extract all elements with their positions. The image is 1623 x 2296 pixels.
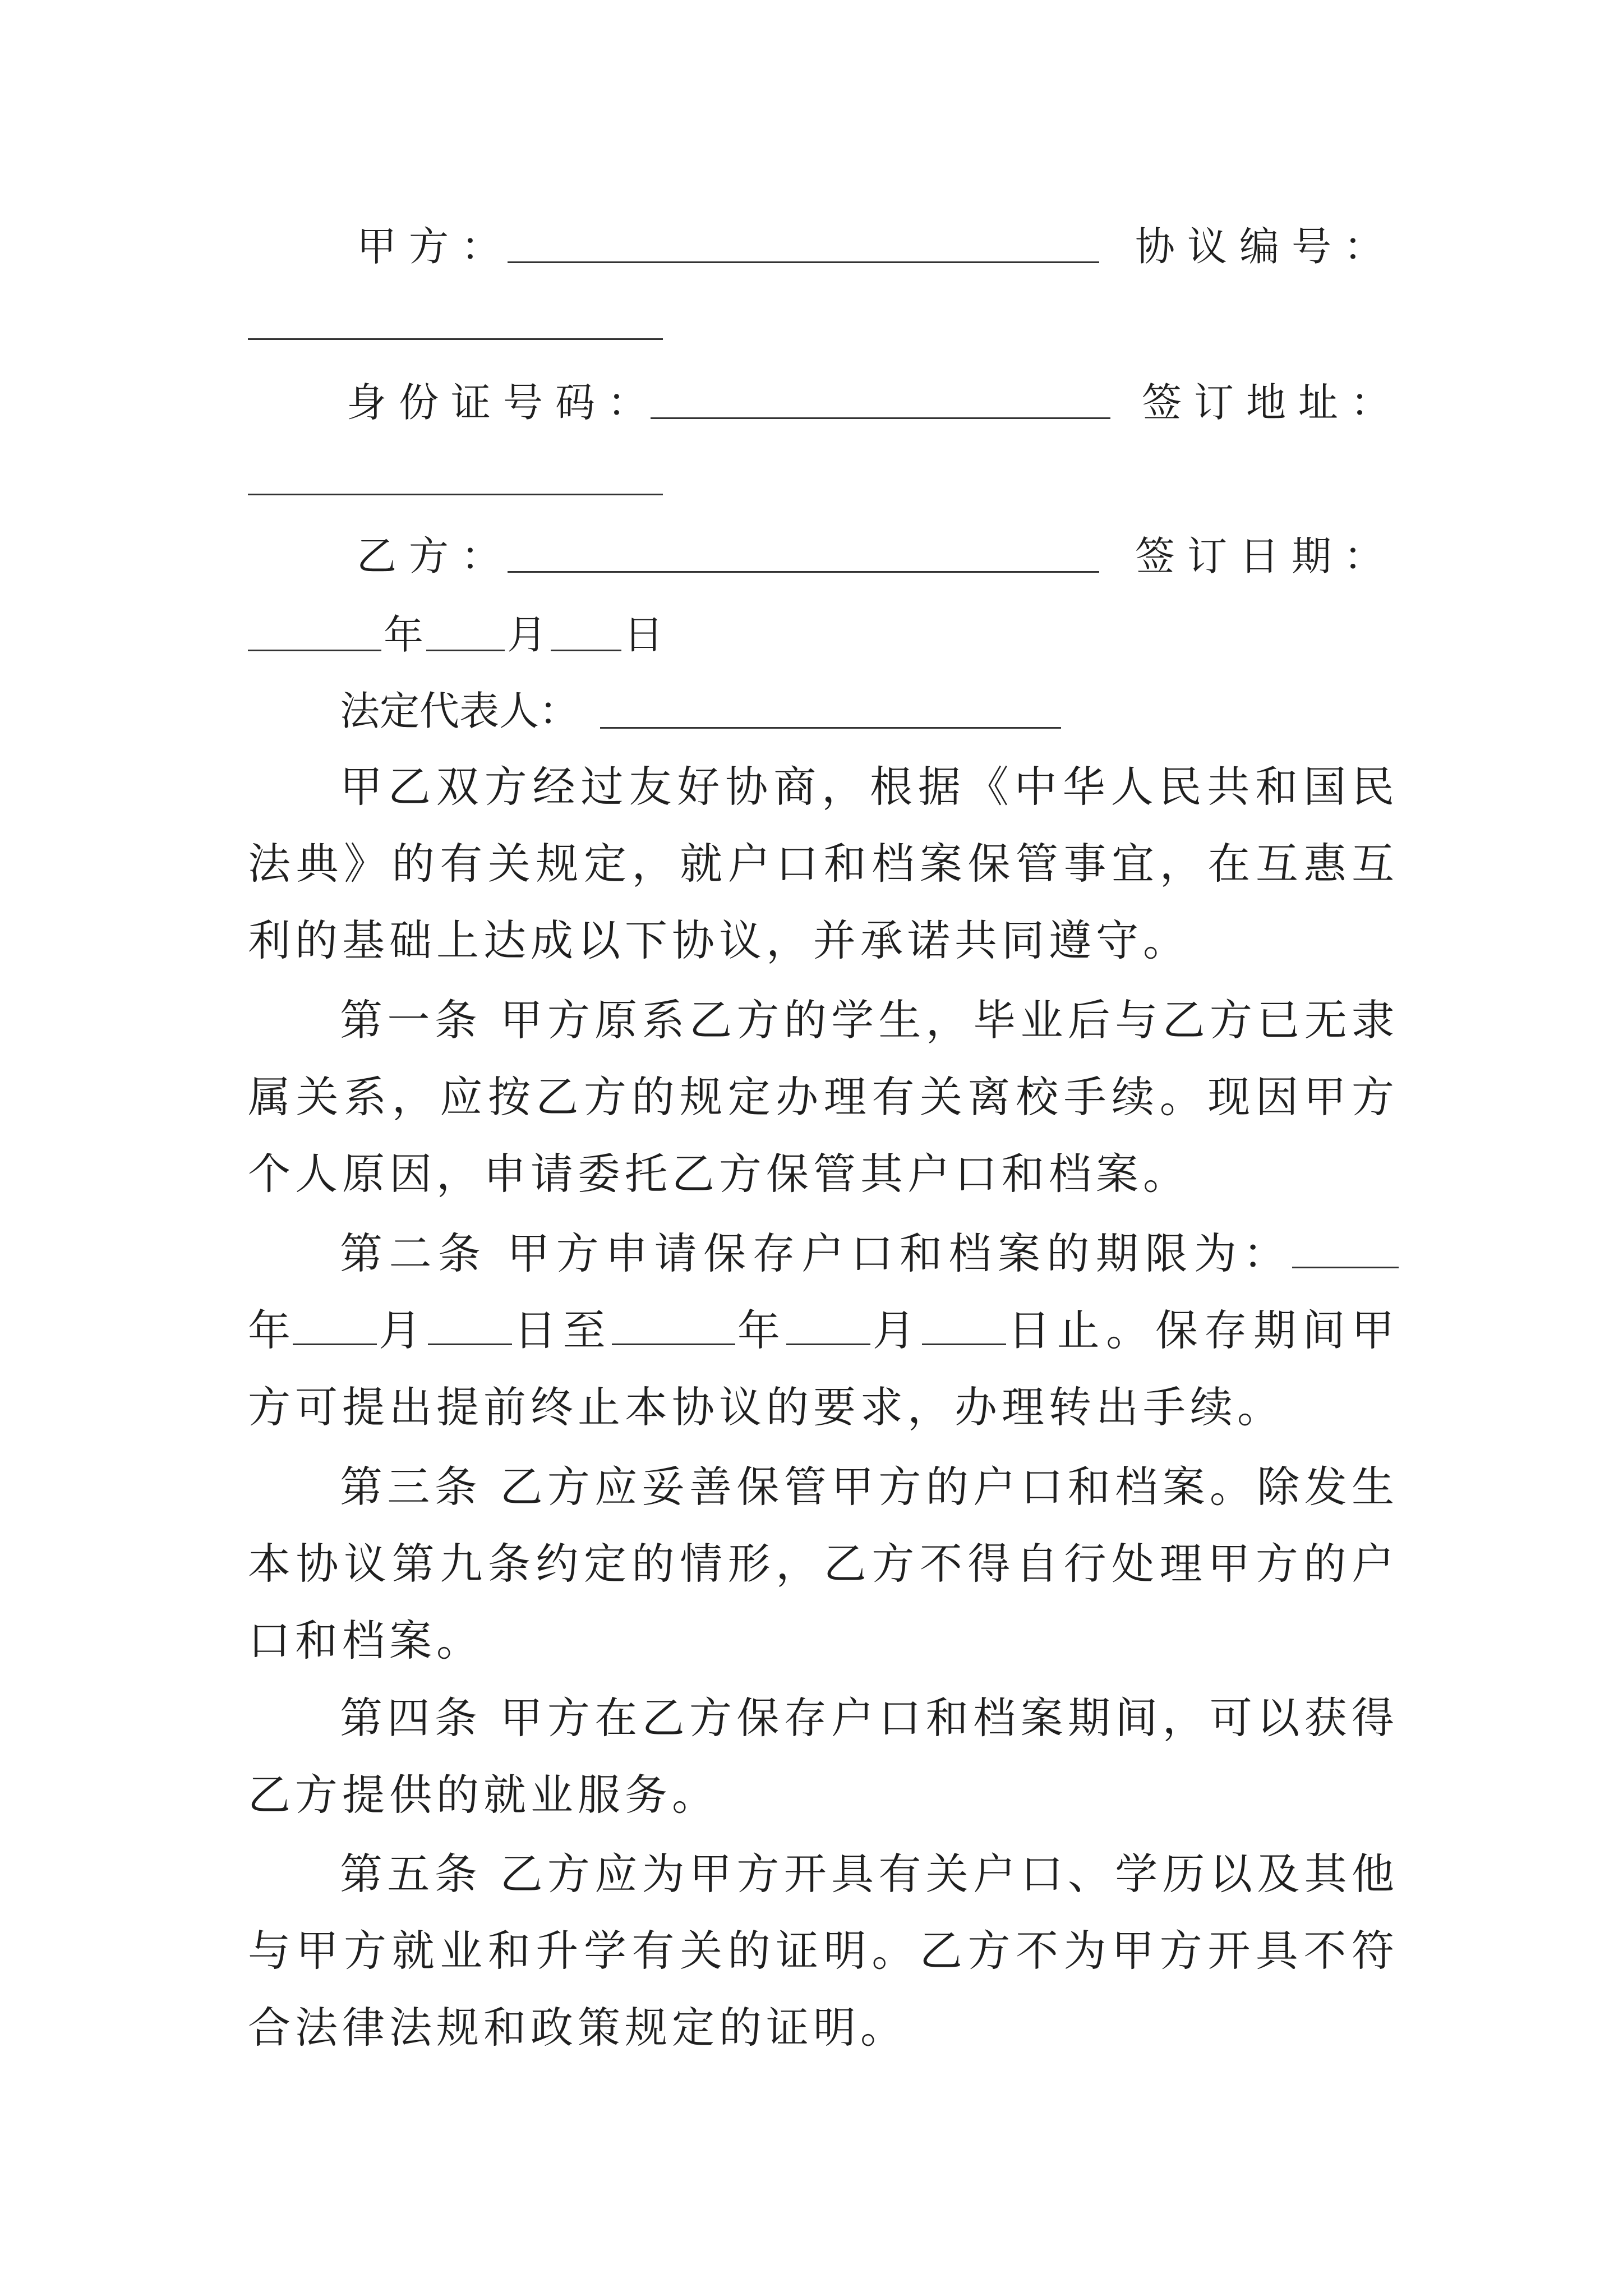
party-b-blank	[508, 571, 1099, 573]
sign-year-label: 年	[384, 611, 424, 658]
intro-paragraph: 甲乙双方经过友好协商，根据《中华人民共和国民法典》的有关规定，就户口和档案保管事宜，在互惠互利的基础上达成以下协议，并承诺共同遵守。	[248, 762, 1399, 965]
legal-rep-label: 法定代表人：	[340, 688, 579, 734]
sign-month-blank	[426, 650, 505, 651]
article-5: 第五条 乙方应为甲方开具有关户口、学历以及其他与甲方就业和升学有关的证明。乙方不为甲方开具不符合法律法规和政策规定的证明。	[248, 1849, 1399, 2053]
agreement-no-label: 协议编号：	[1135, 223, 1396, 270]
party-a-label: 甲方：	[357, 223, 514, 270]
term-end-month-blank	[786, 1304, 870, 1345]
term-end-year-blank	[612, 1304, 735, 1345]
term-end-month-label: 月	[870, 1305, 922, 1355]
article-2-rest: 日止。保存期间甲方可提出提前终止本协议的要求，办理转出手续。	[248, 1305, 1399, 1432]
sign-address-blank	[248, 494, 663, 495]
term-start-year-blank	[1292, 1227, 1399, 1268]
article-2	[248, 1215, 1399, 1446]
term-day-to-label: 日至	[511, 1305, 612, 1355]
id-no-label: 身份证号码：	[347, 379, 660, 426]
term-start-year-label: 年	[248, 1305, 297, 1355]
sign-date-label: 签订日期：	[1135, 533, 1396, 579]
article-1: 第一条 甲方原系乙方的学生，毕业后与乙方已无隶属关系，应按乙方的规定办理有关离校手续。现因甲方个人原因，申请委托乙方保管其户口和档案。	[248, 995, 1399, 1199]
sign-year-blank	[248, 650, 381, 651]
term-end-year-label: 年	[735, 1305, 787, 1355]
article-4: 第四条 甲方在乙方保存户口和档案期间，可以获得乙方提供的就业服务。	[248, 1693, 1399, 1820]
sign-day-label: 日	[624, 611, 664, 658]
term-start-month-label: 月	[376, 1305, 428, 1355]
term-end-day-blank	[922, 1304, 1006, 1345]
id-no-blank	[651, 417, 1110, 419]
party-b-label: 乙方：	[357, 533, 514, 579]
agreement-no-blank	[248, 338, 663, 340]
sign-day-blank	[551, 650, 621, 651]
article-3: 第三条 乙方应妥善保管甲方的户口和档案。除发生本协议第九条约定的情形，乙方不得自行处理甲方的户口和档案。	[248, 1462, 1399, 1665]
term-start-day-blank	[428, 1304, 512, 1345]
article-2-prefix: 第二条 甲方申请保存户口和档案的期限为：	[340, 1228, 1292, 1278]
term-start-month-blank	[293, 1304, 377, 1345]
legal-rep-blank	[600, 727, 1061, 729]
party-a-blank	[508, 261, 1099, 263]
sign-month-label: 月	[507, 611, 547, 658]
sign-address-label: 签订地址：	[1142, 379, 1403, 426]
